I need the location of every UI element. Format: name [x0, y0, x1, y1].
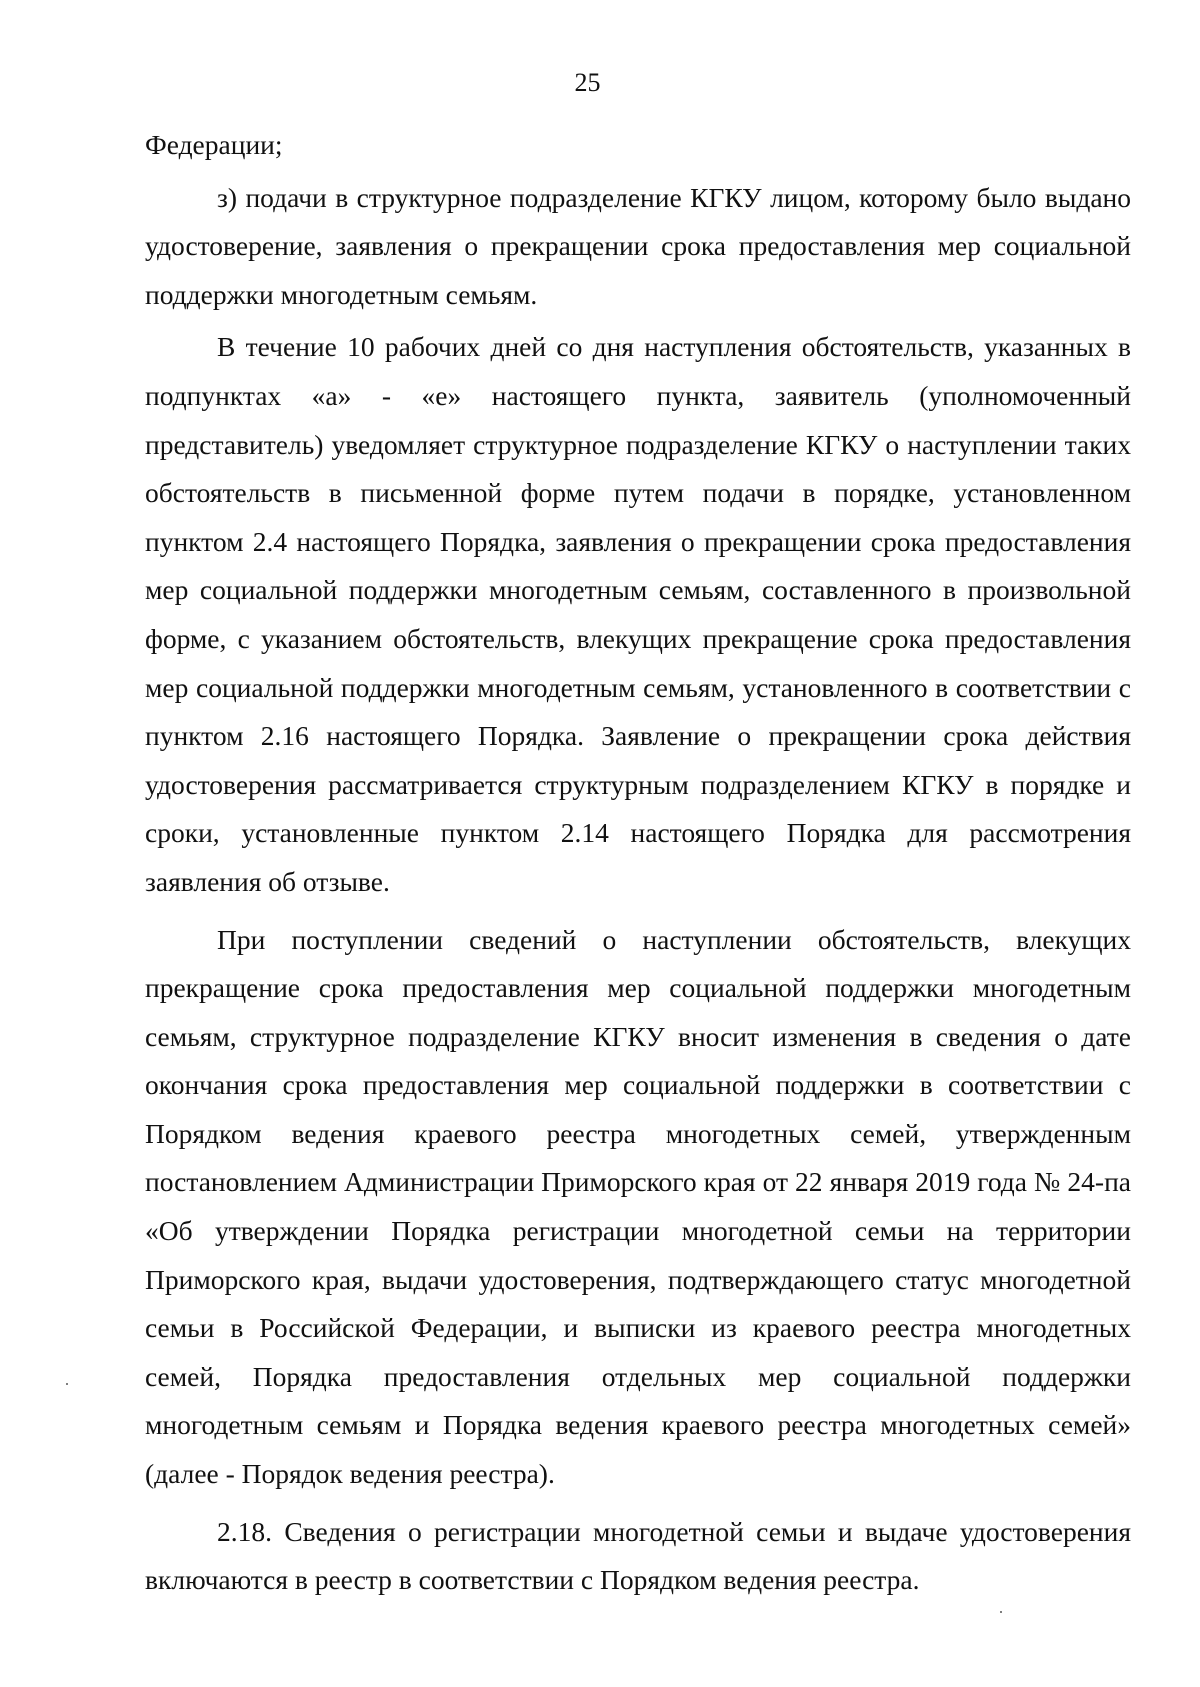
scan-speck — [1000, 1611, 1002, 1613]
paragraph-subitem-z: з) подачи в структурное подразделение КГКУ лицом, которому было выдано удостоверение, заявления о прекращении срока предоставления мер социальной поддержки многодетным семьям. — [145, 181, 1131, 310]
scan-speck — [66, 1383, 68, 1385]
paragraph-continuation: Федерации; — [145, 129, 283, 160]
document-body — [145, 121, 1131, 1605]
page-number: 25 — [574, 68, 601, 97]
paragraph-section-2-18: 2.18. Сведения о регистрации многодетной семьи и выдаче удостоверения включаются в реестр в соответствии с Порядком ведения реестра. — [145, 1515, 1131, 1596]
paragraph-notification-terms: В течение 10 рабочих дней со дня наступления обстоятельств, указанных в подпунктах «а» - «е» настоящего пункта, заявитель (уполномоченный представитель) уведомляет структурное подразделение КГКУ о наступлении таких обстоятельств в письменной форме путем подачи в порядке, установленном пунктом 2.4 настоящего Порядка, заявления о прекращении срока предоставления мер социальной поддержки многодетным семьям, составленного в произвольной форме, с указанием обстоятельств, влекущих прекращение срока предоставления мер социальной поддержки многодетным семьям, установленного в соответствии с пунктом 2.16 настоящего Порядка. Заявление о прекращении срока действия удостоверения рассматривается структурным подразделением КГКУ в порядке и сроки, установленные пунктом 2.14 настоящего Порядка для рассмотрения заявления об отзыве. — [145, 331, 1131, 897]
paragraph-registry-changes: При поступлении сведений о наступлении обстоятельств, влекущих прекращение срока предоставления мер социальной поддержки многодетным семьям, структурное подразделение КГКУ вносит изменения в сведения о дате окончания срока предоставления мер социальной поддержки в соответствии с Порядком ведения краевого реестра многодетных семей, утвержденным постановлением Администрации Приморского края от 22 января 2019 года № 24-па «Об утверждении Порядка регистрации многодетной семьи на территории Приморского края, выдачи удостоверения, подтверждающего статус многодетной семьи в Российской Федерации, и выписки из краевого реестра многодетных семей, Порядка предоставления отдельных мер социальной поддержки многодетным семьям и Порядка ведения краевого реестра многодетных семей» (далее - Порядок ведения реестра). — [145, 923, 1131, 1490]
